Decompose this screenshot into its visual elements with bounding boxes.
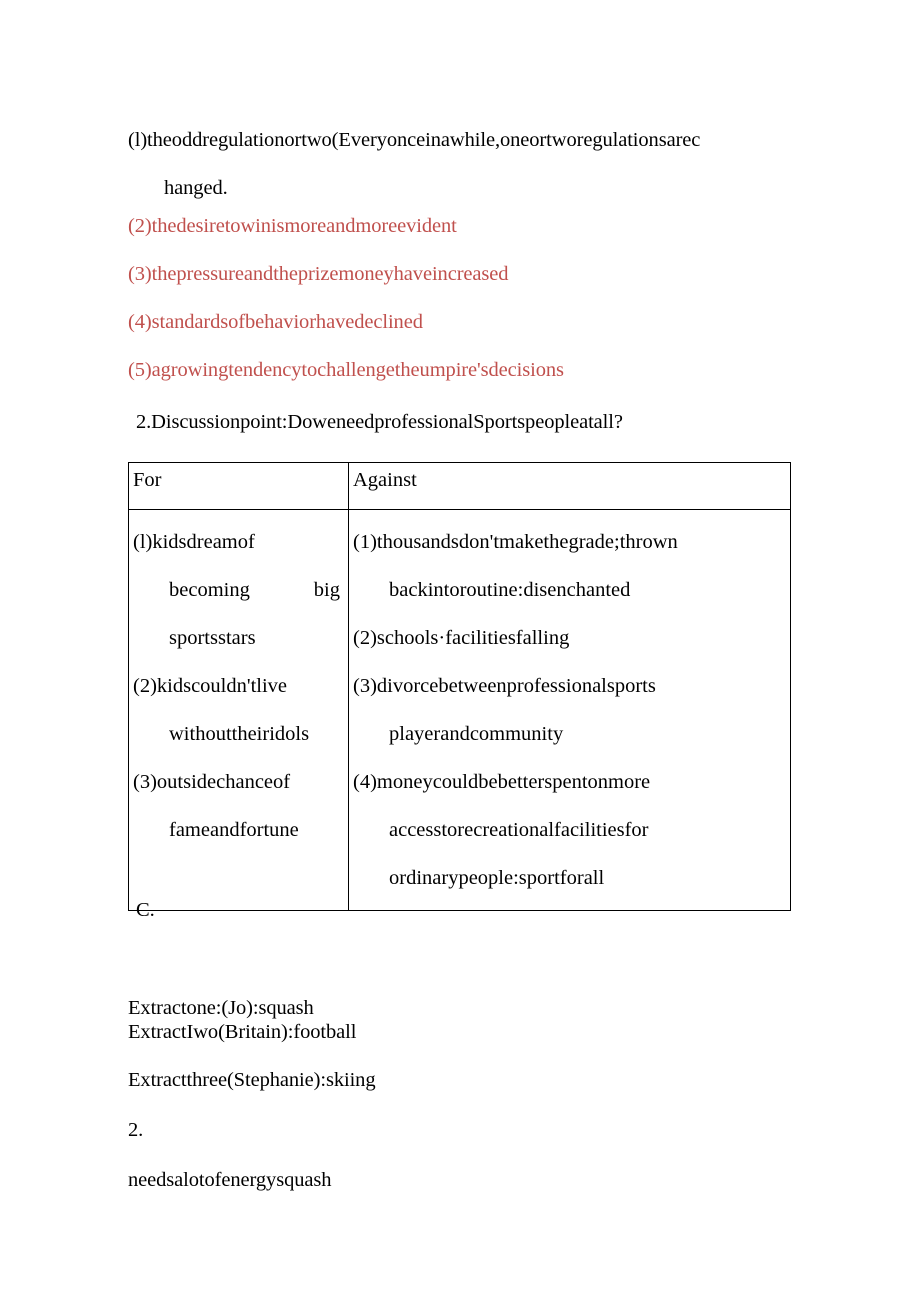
list-item-1-line2: hanged. (164, 177, 228, 199)
table-header-row (129, 463, 791, 510)
extract-line-1: Extractone:(Jo):squash (128, 997, 314, 1019)
against-entry-1 (353, 518, 790, 614)
answer-line: needsalotofenergysquash (128, 1169, 332, 1191)
against-entry-4-line3: ordinarypeople:sportforall (389, 867, 605, 889)
for-entry-1 (133, 518, 348, 662)
list-item-5: (5)agrowingtendencytochallengetheumpire'sdecisions (128, 359, 564, 381)
list-item-1-line1: (l)theoddregulationortwo(Everyonceinawhile,oneortworegulationsarec (128, 129, 701, 151)
table-header-against-label: Against (353, 469, 417, 491)
against-entry-2-line1: (2)schools·facilitiesfalling (353, 627, 570, 649)
against-entry-1-line2: backintoroutine:disenchanted (389, 579, 631, 601)
extract-line-2: ExtractIwo(Britain):football (128, 1021, 357, 1043)
table-body-row (129, 510, 791, 911)
list-item-1 (128, 116, 800, 212)
question-number-2: 2. (128, 1119, 144, 1141)
against-entry-3-line2: playerandcommunity (389, 723, 564, 745)
table-cell-against (349, 510, 791, 911)
for-entry-3-line1: (3)outsidechanceof (133, 771, 291, 793)
extract-line-3: Extractthree(Stephanie):skiing (128, 1069, 376, 1091)
list-item-3: (3)thepressureandtheprizemoneyhaveincreased (128, 263, 509, 285)
for-entry-1-word2: big (313, 579, 340, 601)
table-cell-for (129, 510, 349, 911)
against-entry-4 (353, 758, 790, 902)
for-entry-3 (133, 758, 348, 854)
for-entry-1-line3: sportsstars (169, 627, 256, 649)
against-entry-4-line1: (4)moneycouldbebetterspentonmore (353, 771, 651, 793)
section-letter-c: C. (136, 899, 155, 921)
list-item-2: (2)thedesiretowinismoreandmoreevident (128, 215, 457, 237)
table-header-for (129, 463, 349, 510)
table-header-against (349, 463, 791, 510)
for-against-table (128, 462, 791, 911)
against-entry-4-line2: accesstorecreationalfacilitiesfor (389, 819, 649, 841)
discussion-point-heading: 2.Discussionpoint:DoweneedprofessionalSportspeopleatall? (136, 411, 623, 433)
for-entry-2-line1: (2)kidscouldn'tlive (133, 675, 288, 697)
against-entry-1-line1: (1)thousandsdon'tmakethegrade;thrown (353, 531, 678, 553)
for-entry-1-line1: (l)kidsdreamof (133, 531, 255, 553)
for-entry-3-line2: fameandfortune (169, 819, 299, 841)
against-entry-3-line1: (3)divorcebetweenprofessionalsports (353, 675, 656, 697)
table-header-for-label: For (133, 469, 162, 491)
for-entry-2 (133, 662, 348, 758)
against-entry-3 (353, 662, 790, 758)
for-entry-1-line2 (133, 566, 348, 614)
list-item-4: (4)standardsofbehaviorhavedeclined (128, 311, 423, 333)
for-entry-1-word1: becoming (169, 579, 250, 601)
against-entry-2 (353, 614, 790, 662)
for-entry-2-line2: withouttheiridols (169, 723, 310, 745)
